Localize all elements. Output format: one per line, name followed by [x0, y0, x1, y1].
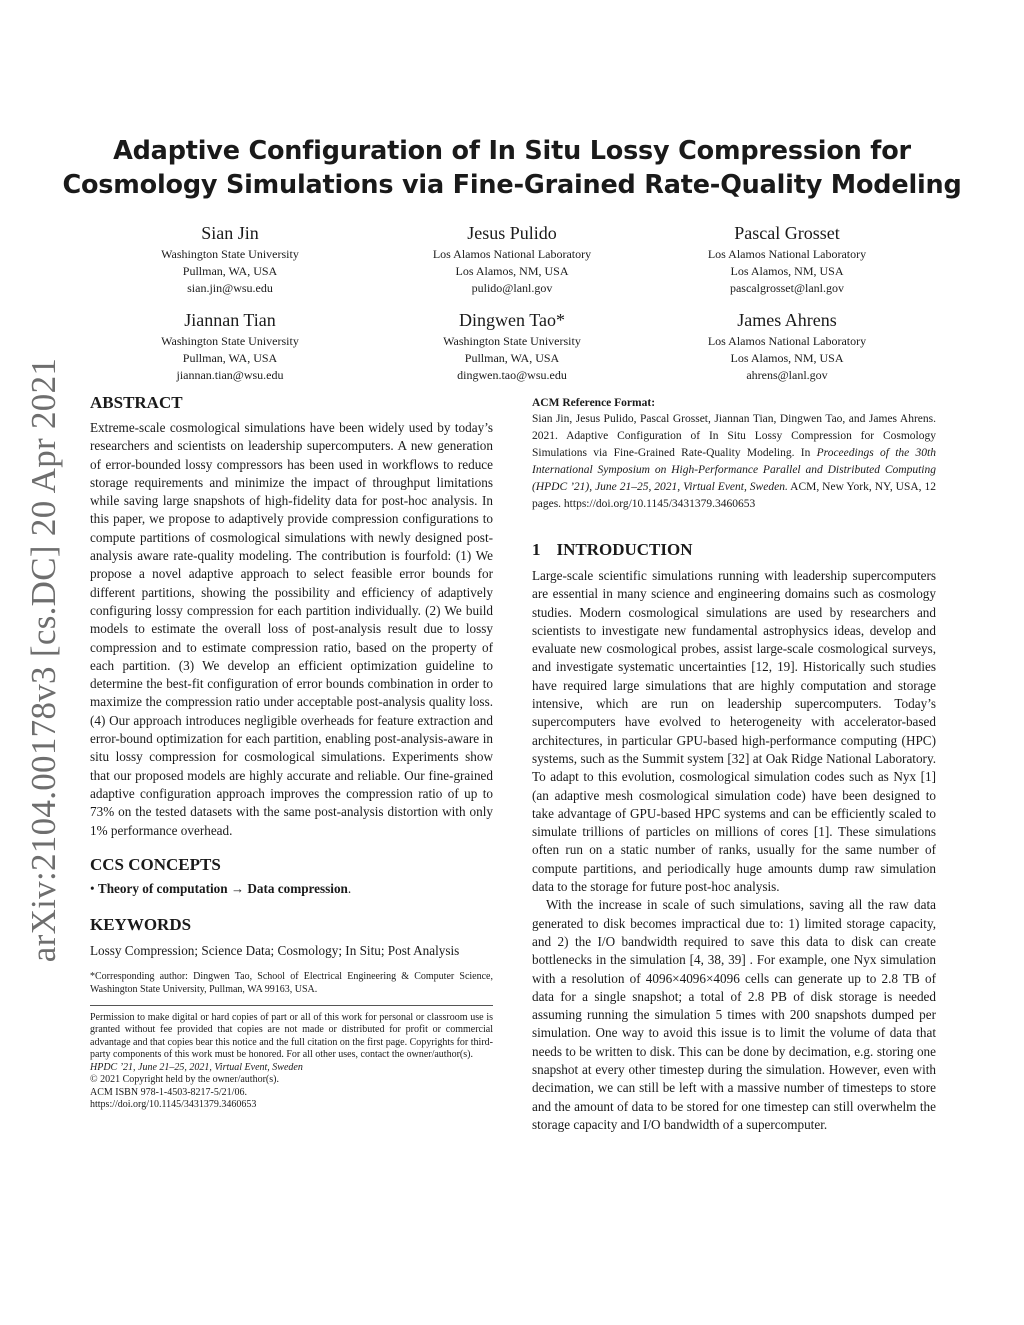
ccs-heading: CCS CONCEPTS — [90, 854, 221, 874]
author-affiliation: Washington State University — [161, 334, 299, 348]
author-email: dingwen.tao@wsu.edu — [457, 368, 567, 382]
author-location: Los Alamos, NM, USA — [730, 351, 844, 365]
author-affiliation: Los Alamos National Laboratory — [707, 334, 867, 348]
author-email: pascalgrosset@lanl.gov — [729, 281, 845, 295]
author-name: Dingwen Tao* — [459, 310, 565, 330]
author-email: pulido@lanl.gov — [471, 281, 553, 295]
author-affiliation: Washington State University — [443, 334, 581, 348]
ccs-bullet: • — [90, 880, 95, 896]
author-affiliation: Los Alamos National Laboratory — [707, 247, 867, 261]
paper-title — [40, 134, 984, 202]
author-email: sian.jin@wsu.edu — [187, 281, 273, 295]
intro-paragraph-1: Large-scale scientific simulations running with leadership supercomputers are essential in many science and engineering domains such as cosmology studies. Modern cosmological simulations are used by researchers and scientists to investigate new fundamental astrophysics ideas, develop and evaluate new cosmological probes, assist large-scale cosmological surveys, and investigate systematic uncertainties [12, 19]. Historically such studies have required large simulations that are highly computation and storage intensive, which are run on leadership supercomputers. Today’s supercomputers have evolved to heterogeneity with accelerator-based architectures, in particular GPU-based high-performance computing (HPC) systems, such as the Summit system [32] at Oak Ridge National Laboratory. To adapt to this evolution, cosmological simulation codes such as Nyx [1] (an adaptive mesh cosmological simulation code) have been designed to take advantage of GPU-based HPC systems and can be efficiently scaled to simulate trillions of particles on millions of cores [1]. These simulations often run on a static number of ranks, usually for the same number of compute partitions, and periodically huge amounts dump raw simulation data to the storage for future post-hoc analysis. — [532, 568, 936, 895]
author-block — [100, 309, 360, 384]
author-location: Pullman, WA, USA — [464, 351, 560, 365]
author-name: Pascal Grosset — [734, 223, 840, 243]
ccs-subconcept: Data compression — [247, 880, 348, 896]
author-name: Sian Jin — [201, 223, 259, 243]
intro-paragraph-2: With the increase in scale of such simulations, saving all the raw data generated to disk becomes impractical due to: 1) limited storage capacity, and 2) the I/O bandwidth required to save this data to disk can create bottlenecks in the simulation [4, 38, 39] . For example, one Nyx simulation with a resolution of 4096×4096×4096 cells can generate up to 2.8 TB of data for a single snapshot; a total of 2.8 PB of disk storage is needed assuming running the simulation 5 times with 200 snapshots dumped per simulation. One way to avoid this issue is to limit the volume of data that needs to be written to disk. This can be done by decimation, e.g. storing one snapshot at every other timestep during the simulation. However, even with decimation, we can still be left with a massive number of timesteps to store and the amount of data to be stored for one timestep can still overwhelm the storage capacity and I/O bandwidth of a supercomputer. — [532, 897, 936, 1132]
acm-format-text — [532, 411, 936, 513]
author-block — [657, 309, 917, 384]
footnote-divider — [90, 1005, 493, 1006]
corresponding-author-note: *Corresponding author: Dingwen Tao, School of Electrical Engineering & Computer Science, Washington State University, Pullman, WA 99163, USA. — [90, 970, 493, 996]
intro-section-number: 1 — [532, 540, 541, 559]
intro-section-title: INTRODUCTION — [556, 540, 693, 559]
acm-format-part-b: ACM, New York, NY, USA, 12 pages. https://doi.org/10.1145/3431379.3460653 — [532, 481, 936, 510]
ccs-arrow: → — [230, 880, 245, 896]
ccs-concept-line — [90, 880, 493, 898]
author-block — [382, 222, 642, 297]
left-column — [90, 392, 493, 1112]
isbn-line: ACM ISBN 978-1-4503-8217-5/21/06. — [90, 1086, 247, 1098]
abstract-text: Extreme-scale cosmological simulations have been widely used by today’s researchers and scientists on leadership supercomputers. A new generation of error-bounded lossy compressors has been used in workflows to reduce storage requirements and minimize the impact of throughput limitations while saving large snapshots of high-fidelity data for post-hoc analysis. In this paper, we propose to adaptively provide compression configurations to compute partitions of cosmological simulations with newly designed post-analysis aware rate-quality modeling. The contribution is fourfold: (1) We propose a novel adaptive approach to select feasible error bounds for different partitions, showing the possibility and efficiency of adaptively configuring lossy compression for each partition individually. (2) We build models to estimate the overall loss of post-analysis result due to lossy compression and to estimate compression ratio, based on the property of each partition. (3) We develop an efficient optimization guideline to determine the best-fit configuration of error bounds combination in order to maximize the compression ratio under acceptable post-analysis quality loss. (4) Our approach introduces negligible overheads for feature extraction and error-bound optimization for each partition, enabling post-analysis-aware in situ lossy compression for cosmological simulations. Experiments show that our proposed models are highly accurate and reliable. Our fine-grained adaptive configuration approach improves the compression ratio of up to 73% on the tested datasets with the same post-analysis distortion with only 1% performance overhead. — [90, 420, 493, 838]
ccs-end: . — [347, 880, 352, 896]
acm-format-part-a: Sian Jin, Jesus Pulido, Pascal Grosset, Jiannan Tian, Dingwen Tao, and James Ahrens. 2021. Adaptive Configuration of In Situ Lossy Compression for Cosmology Simulations via Fine-Grained Rate-Quality Modeling. In — [532, 413, 936, 459]
permission-text: Permission to make digital or hard copies of part or all of this work for personal or classroom use is granted without fee provided that copies are not made or distributed for profit or commercial advantage and that copies bear this notice and the full citation on the first page. Copyrights for third-party components of this work must be honored. For all other uses, contact the owner/author(s). — [90, 1011, 493, 1061]
ccs-concept: Theory of computation — [97, 880, 228, 896]
title-line-1: Adaptive Configuration of In Situ Lossy Compression for — [113, 136, 911, 166]
acm-format-heading: ACM Reference Format: — [532, 397, 656, 409]
author-block — [100, 222, 360, 297]
abstract-heading: ABSTRACT — [90, 393, 183, 412]
permission-block — [90, 1012, 493, 1112]
author-location: Los Alamos, NM, USA — [730, 264, 844, 278]
author-email: jiannan.tian@wsu.edu — [176, 368, 284, 382]
keywords-heading: KEYWORDS — [90, 914, 192, 934]
keywords-text: Lossy Compression; Science Data; Cosmology; In Situ; Post Analysis — [90, 942, 460, 958]
author-location: Pullman, WA, USA — [182, 264, 278, 278]
author-affiliation: Los Alamos National Laboratory — [432, 247, 592, 261]
venue-line: HPDC ’21, June 21–25, 2021, Virtual Event, Sweden — [90, 1061, 303, 1073]
author-email: ahrens@lanl.gov — [746, 368, 828, 382]
author-location: Pullman, WA, USA — [182, 351, 278, 365]
copyright-line: © 2021 Copyright held by the owner/author(s). — [90, 1074, 279, 1086]
author-location: Los Alamos, NM, USA — [455, 264, 569, 278]
doi-link[interactable]: https://doi.org/10.1145/3431379.3460653 — [90, 1099, 257, 1111]
author-block — [657, 222, 917, 297]
title-line-2: Cosmology Simulations via Fine-Grained Rate-Quality Modeling — [62, 170, 962, 200]
author-name: Jesus Pulido — [467, 223, 557, 243]
right-column — [532, 395, 936, 1134]
intro-heading — [532, 539, 936, 561]
arxiv-stamp-text: arXiv:2104.00178v3 [cs.DC] 20 Apr 2021 — [24, 357, 63, 963]
author-block — [382, 309, 642, 384]
author-name: James Ahrens — [737, 310, 837, 330]
author-name: Jiannan Tian — [184, 310, 276, 330]
author-affiliation: Washington State University — [161, 247, 299, 261]
acm-format-proceedings: Proceedings of the 30th International Symposium on High-Performance Parallel and Distributed Computing (HPDC ’21), June 21–25, 2021, Virtual Event, Sweden. — [532, 447, 936, 493]
